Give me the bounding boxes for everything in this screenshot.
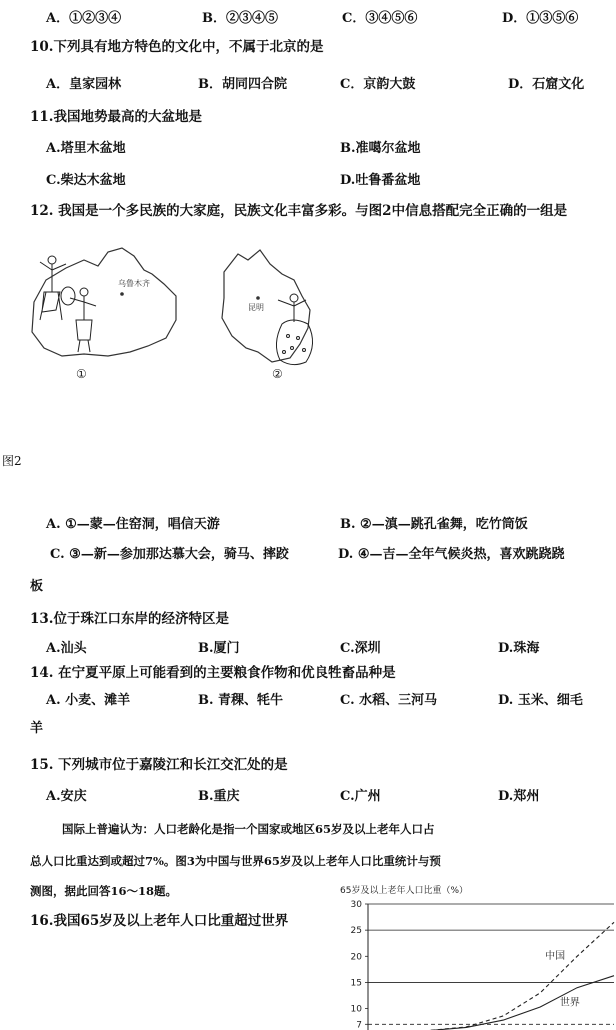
q11-option-d: D.吐鲁番盆地 bbox=[340, 173, 421, 188]
q15-option-b: B.重庆 bbox=[198, 789, 240, 804]
q11-option-a: A.塔里木盆地 bbox=[46, 141, 126, 156]
q11-stem: 11.我国地势最高的大盆地是 bbox=[30, 109, 202, 125]
q12-option-a: A. ①—蒙—住窑洞，唱信天游 bbox=[46, 517, 220, 532]
map1-city-label: 乌鲁木齐 bbox=[118, 279, 150, 288]
chart-y-tick-label: 15 bbox=[350, 978, 362, 989]
q10-option-b: B．胡同四合院 bbox=[198, 77, 287, 92]
q11-option-b: B.准噶尔盆地 bbox=[340, 141, 421, 156]
figure-3-chart bbox=[326, 880, 616, 1030]
q14-option-d: D. 玉米、细毛 bbox=[498, 693, 583, 708]
q13-option-d: D.珠海 bbox=[498, 641, 540, 656]
q15-option-d: D.郑州 bbox=[498, 789, 540, 804]
chart-title: 65岁及以上老年人口比重（%） bbox=[340, 886, 469, 896]
q11-option-c: C.柴达木盆地 bbox=[46, 173, 126, 188]
q14-option-c: C. 水稻、三河马 bbox=[340, 693, 438, 708]
urumqi-dot bbox=[120, 292, 124, 296]
xinjiang-dancers-icon bbox=[40, 256, 96, 352]
chart-y-tick-label: 10 bbox=[350, 1004, 362, 1015]
q13-option-c: C.深圳 bbox=[340, 641, 381, 656]
q9-option-b: B．②③④⑤ bbox=[202, 11, 278, 26]
chart-series-label: 中国 bbox=[545, 950, 566, 962]
q12-option-c: C. ③—新—参加那达慕大会，骑马、摔跤 bbox=[50, 547, 289, 562]
q13-option-a: A.汕头 bbox=[46, 641, 87, 656]
passage-line-2: 总人口比重达到或超过7%。图3为中国与世界65岁及以上老年人口比重统计与预 bbox=[30, 854, 441, 868]
chart-y-tick-label: 20 bbox=[350, 952, 362, 963]
passage-line-1: 国际上普遍认为：人口老龄化是指一个国家或地区65岁及以上老年人口占 bbox=[62, 822, 435, 836]
q14-option-d-continued: 羊 bbox=[30, 721, 44, 736]
map2-number: ② bbox=[272, 367, 283, 381]
chart-y-tick-label: 30 bbox=[350, 900, 362, 910]
q15-stem: 15. 下列城市位于嘉陵江和长江交汇处的是 bbox=[30, 757, 288, 773]
passage-line-3: 测图，据此回答16～18题。 bbox=[30, 884, 178, 898]
q10-stem: 10.下列具有地方特色的文化中，不属于北京的是 bbox=[30, 39, 324, 55]
q14-stem: 14. 在宁夏平原上可能看到的主要粮食作物和优良牲畜品种是 bbox=[30, 665, 396, 681]
q12-stem: 12. 我国是一个多民族的大家庭，民族文化丰富多彩。与图2中信息搭配完全正确的一组是 bbox=[30, 203, 568, 219]
chart-y-tick-label: 7 bbox=[356, 1020, 362, 1030]
chart-y-tick-label: 25 bbox=[350, 926, 362, 937]
yunnan-map-outline bbox=[222, 250, 310, 362]
q12-option-d-continued: 板 bbox=[30, 579, 44, 594]
q15-option-a: A.安庆 bbox=[46, 789, 87, 804]
chart-series-label: 世界 bbox=[559, 997, 580, 1009]
q16-stem: 16.我国65岁及以上老年人口比重超过世界 bbox=[30, 913, 289, 929]
chart-series-line bbox=[368, 922, 614, 1030]
q12-option-d: D. ④—吉—全年气候炎热，喜欢跳跷跷 bbox=[338, 547, 565, 562]
q10-option-d: D．石窟文化 bbox=[508, 77, 585, 92]
q9-option-c: C．③④⑤⑥ bbox=[342, 11, 418, 26]
q13-stem: 13.位于珠江口东岸的经济特区是 bbox=[30, 611, 229, 627]
q13-option-b: B.厦门 bbox=[198, 641, 240, 656]
q12-option-b: B. ②—滇—跳孔雀舞，吃竹筒饭 bbox=[340, 517, 528, 532]
q15-option-c: C.广州 bbox=[340, 789, 381, 804]
q9-option-a: A．①②③④ bbox=[46, 11, 122, 26]
q9-option-d: D．①③⑤⑥ bbox=[502, 11, 579, 26]
figure-2-caption: 图2 bbox=[2, 454, 22, 468]
q10-option-c: C．京韵大鼓 bbox=[340, 77, 416, 92]
kunming-dot bbox=[256, 296, 260, 300]
q14-option-a: A. 小麦、滩羊 bbox=[46, 693, 131, 708]
map1-number: ① bbox=[76, 367, 87, 381]
figure-2-maps bbox=[26, 240, 346, 390]
q10-option-a: A．皇家园林 bbox=[46, 77, 122, 92]
map2-city-label: 昆明 bbox=[248, 303, 264, 312]
q14-option-b: B. 青稞、牦牛 bbox=[198, 693, 284, 708]
